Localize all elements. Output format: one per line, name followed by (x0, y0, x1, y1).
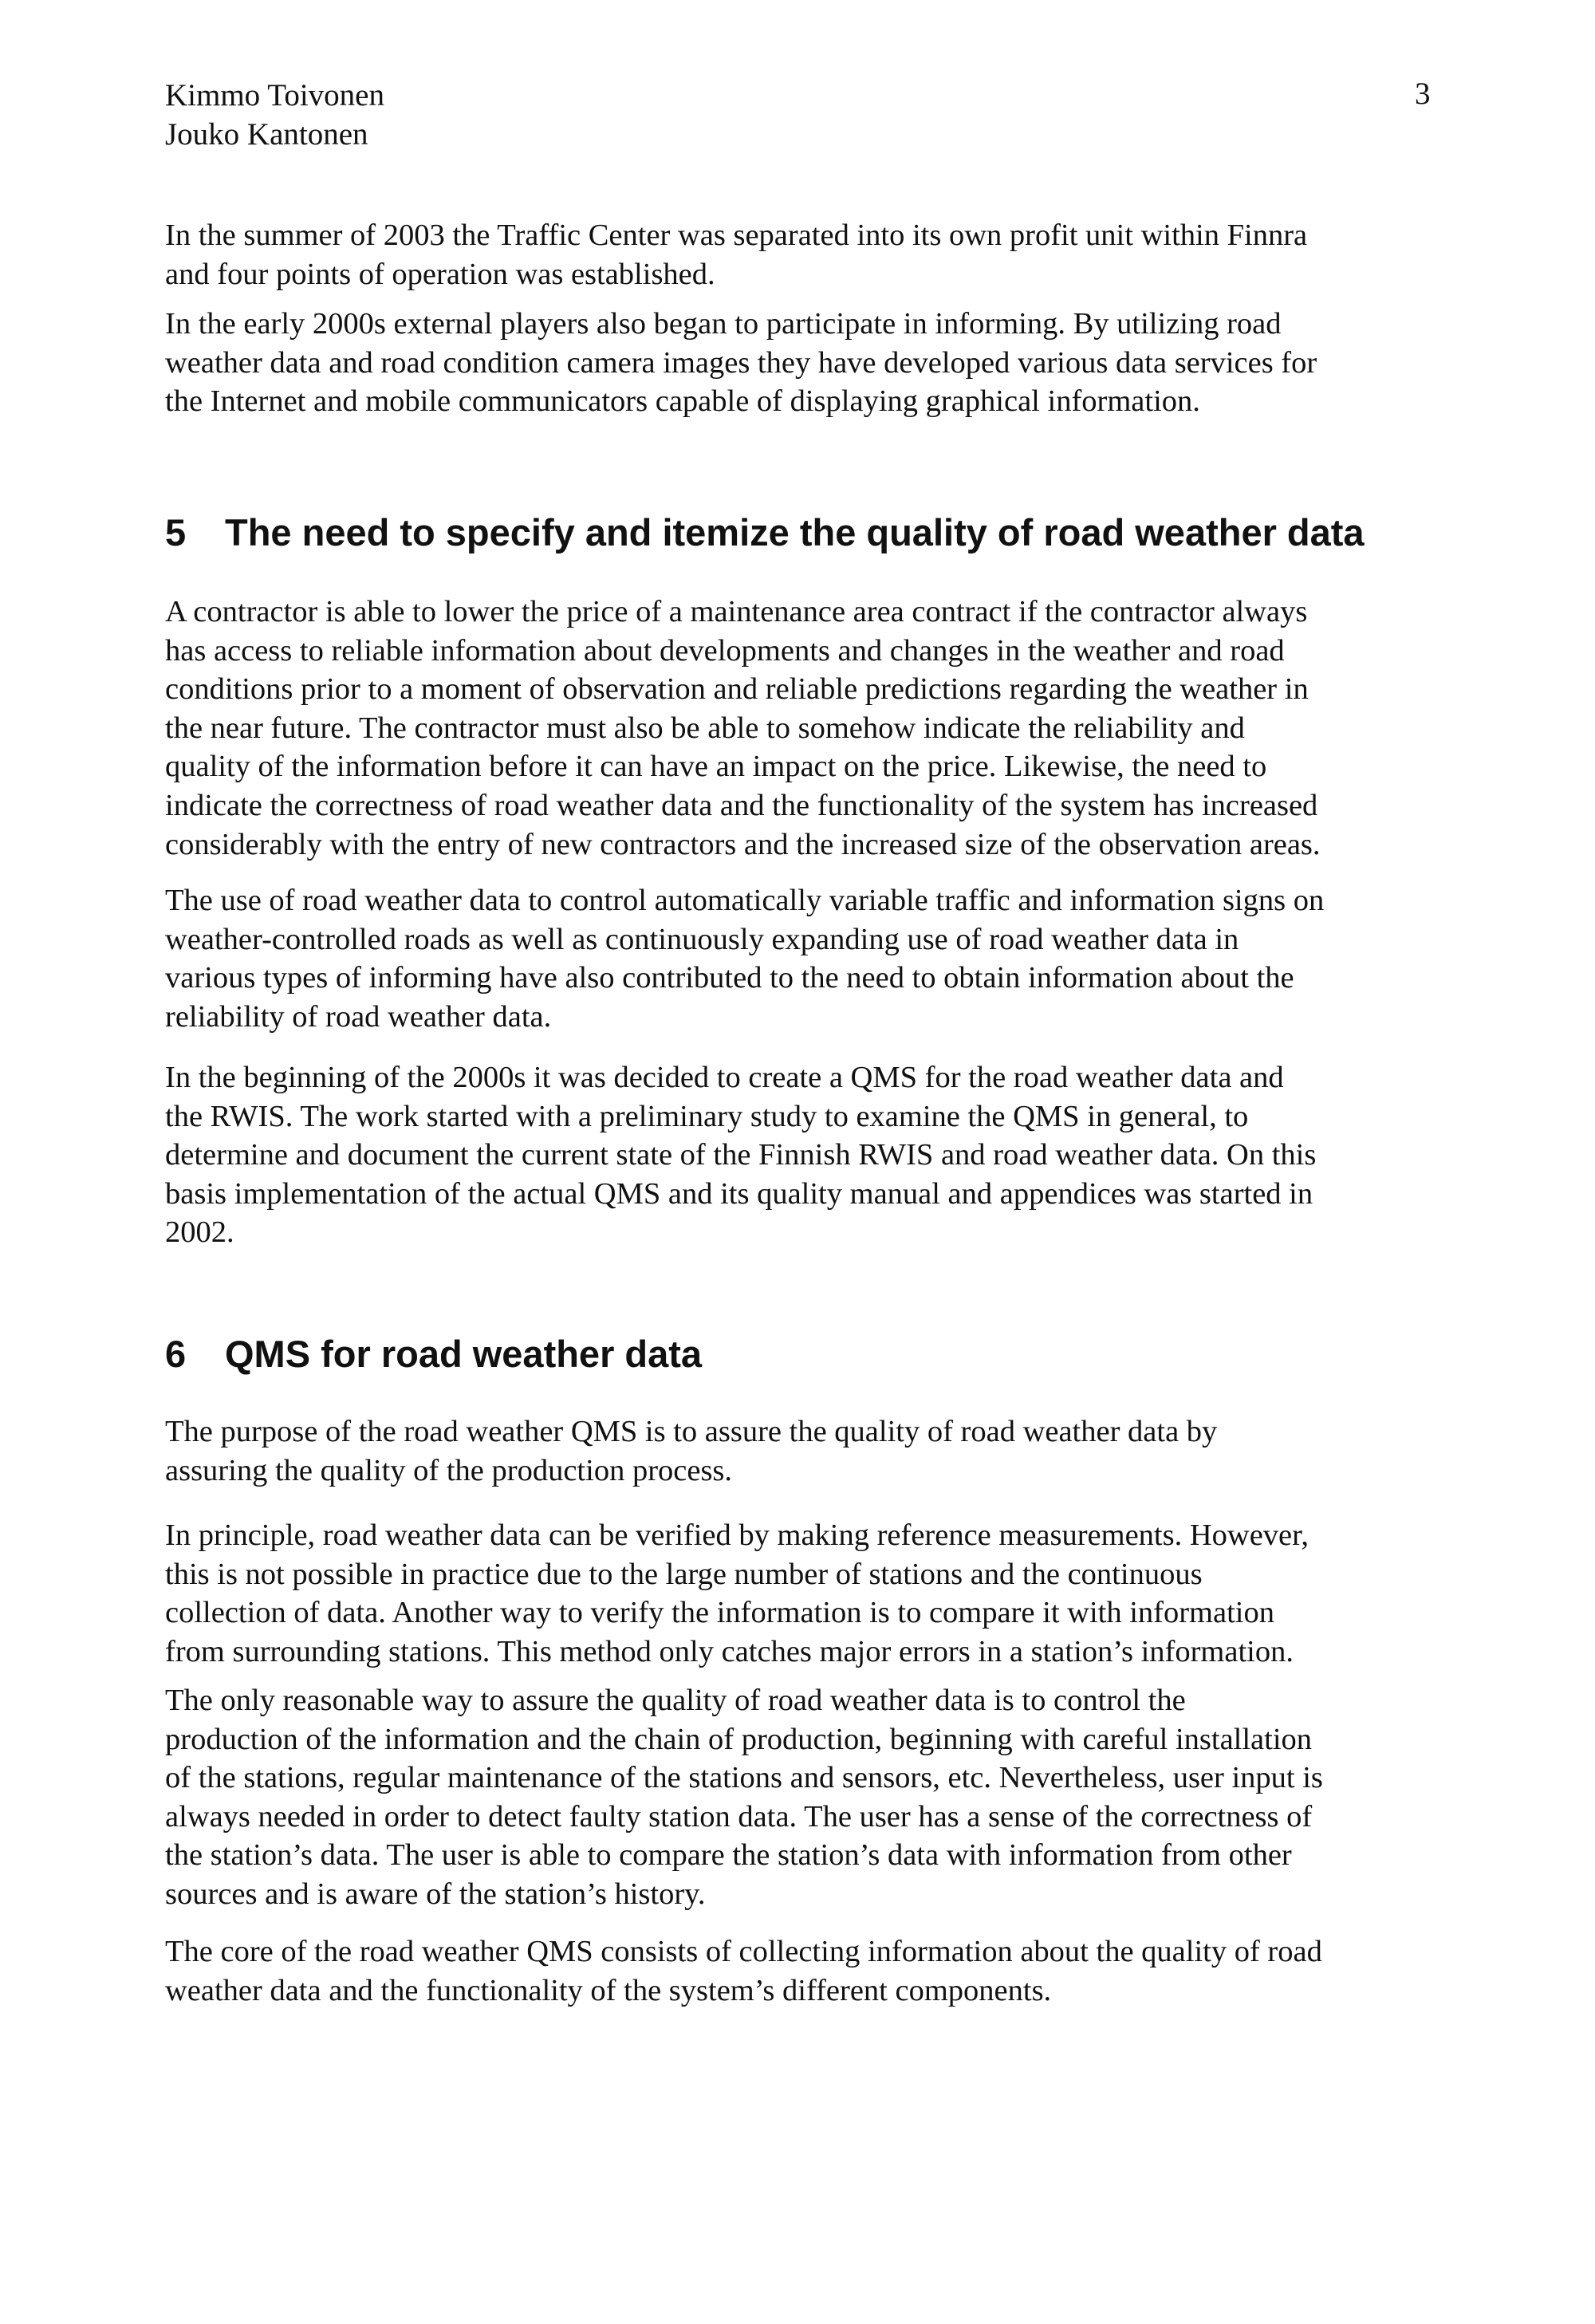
text-line: A contractor is able to lower the price of a maintenance area contract if the contractor always (165, 595, 1308, 628)
text-line: the RWIS. The work started with a preliminary study to examine the QMS in general, to (165, 1099, 1249, 1133)
text-line: In the summer of 2003 the Traffic Center was separated into its own profit unit within Finnra (165, 219, 1308, 252)
text-line: In the beginning of the 2000s it was decided to create a QMS for the road weather data and (165, 1061, 1284, 1094)
text-line: sources and is aware of the station’s history. (165, 1877, 706, 1911)
text-line: In principle, road weather data can be verified by making reference measurements. However, (165, 1518, 1309, 1552)
paragraph (165, 1681, 1323, 1914)
text-line: basis implementation of the actual QMS and its quality manual and appendices was started in (165, 1176, 1313, 1211)
text-line: reliability of road weather data. (165, 999, 552, 1034)
text-line: The use of road weather data to control automatically variable traffic and information signs on (165, 884, 1325, 917)
text-line: of the stations, regular maintenance of the stations and sensors, etc. Nevertheless, user input is (165, 1761, 1323, 1795)
paragraph (165, 305, 1317, 421)
text-line: quality of the information before it can have an impact on the price. Likewise, the need to (165, 750, 1267, 784)
paragraph (165, 593, 1321, 864)
text-line: determine and document the current state of the Finnish RWIS and road weather data. On this (165, 1138, 1317, 1172)
text-line: has access to reliable information about developments and changes in the weather and road (165, 633, 1285, 668)
text-line: collection of data. Another way to verify the information is to compare it with information (165, 1596, 1274, 1630)
text-line: conditions prior to a moment of observation and reliable predictions regarding the weather in (165, 672, 1309, 707)
section-heading (165, 510, 1365, 554)
text-line: The core of the road weather QMS consists of collecting information about the quality of road (165, 1935, 1322, 1968)
paragraph (165, 881, 1324, 1036)
author-name: Jouko Kantonen (165, 117, 368, 152)
text-line: In the early 2000s external players also began to participate in informing. By utilizing road (165, 307, 1282, 341)
text-line: always needed in order to detect faulty station data. The user has a sense of the correctness of (165, 1799, 1313, 1834)
paragraph (165, 1412, 1217, 1490)
page-number: 3 (1415, 77, 1431, 111)
text-line: the station’s data. The user is able to compare the station’s data with information from other (165, 1838, 1292, 1873)
text-line: this is not possible in practice due to the large number of stations and the continuous (165, 1557, 1203, 1591)
text-line: various types of informing have also contributed to the need to obtain information about the (165, 961, 1294, 995)
section-title: QMS for road weather data (225, 1333, 703, 1375)
text-line: indicate the correctness of road weather data and the functionality of the system has increased (165, 788, 1318, 822)
paragraph (165, 1516, 1309, 1671)
text-line: The only reasonable way to assure the quality of road weather data is to control the (165, 1684, 1186, 1717)
author-name: Kimmo Toivonen (165, 78, 384, 112)
text-line: weather data and road condition camera images they have developed various data services for (165, 345, 1317, 380)
text-line: weather-controlled roads as well as continuously expanding use of road weather data in (165, 922, 1239, 956)
paragraph (165, 1058, 1316, 1252)
paragraph (165, 1932, 1322, 2010)
text-line: considerably with the entry of new contractors and the increased size of the observation areas. (165, 827, 1321, 861)
section-heading (165, 1332, 702, 1376)
text-line: and four points of operation was established. (165, 257, 715, 291)
text-line: the Internet and mobile communicators capable of displaying graphical information. (165, 384, 1200, 419)
text-line: production of the information and the chain of production, beginning with careful installation (165, 1722, 1313, 1756)
paragraph (165, 216, 1307, 293)
text-line: the near future. The contractor must also be able to somehow indicate the reliability and (165, 711, 1245, 745)
text-line: assuring the quality of the production process. (165, 1453, 733, 1487)
section-number: 5 (165, 511, 187, 553)
section-number: 6 (165, 1333, 187, 1375)
text-line: The purpose of the road weather QMS is to assure the quality of road weather data by (165, 1415, 1218, 1448)
section-title: The need to specify and itemize the quality of road weather data (225, 511, 1365, 553)
text-line: weather data and the functionality of the system’s different components. (165, 1973, 1052, 2007)
text-line: from surrounding stations. This method only catches major errors in a station’s information. (165, 1634, 1294, 1668)
text-line: 2002. (165, 1215, 234, 1250)
